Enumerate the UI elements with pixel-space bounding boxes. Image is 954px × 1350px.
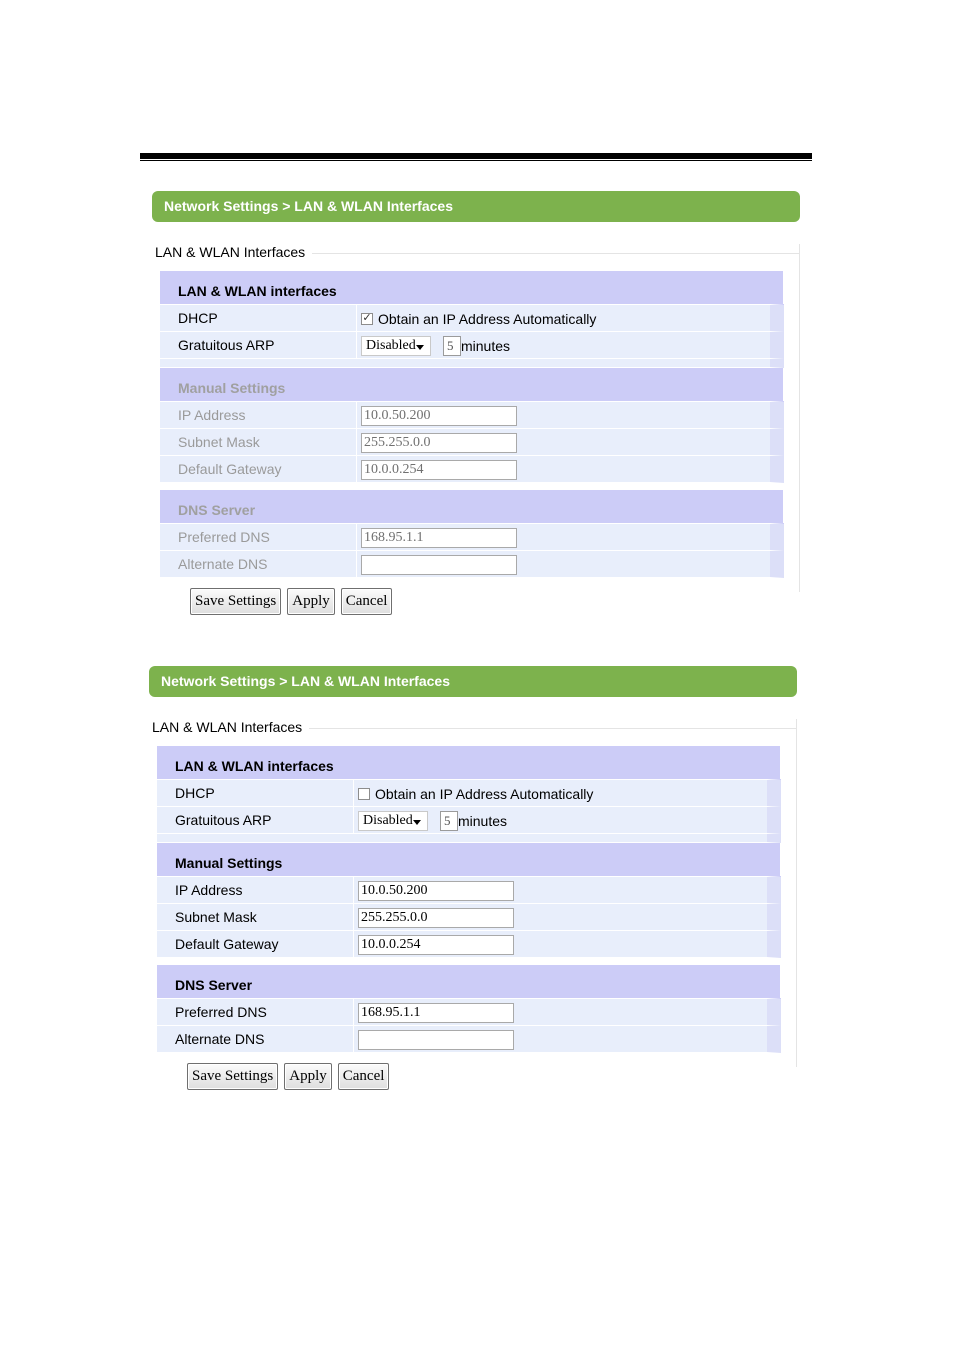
- page-header-rule-thin: [140, 160, 812, 161]
- table-row-preferred-dns: [157, 999, 781, 1026]
- section-title: Manual Settings: [175, 855, 283, 871]
- section-header-lan: [160, 271, 784, 305]
- mask-label: Subnet Mask: [175, 909, 257, 925]
- arp-minutes-input[interactable]: 5: [440, 811, 458, 831]
- column-divider: [353, 1026, 354, 1052]
- apply-button[interactable]: Apply: [284, 1063, 332, 1090]
- column-divider: [356, 551, 357, 577]
- cancel-button[interactable]: Cancel: [338, 1063, 390, 1090]
- lan-wlan-fieldset: [149, 719, 797, 1084]
- gateway-label: Default Gateway: [175, 936, 279, 952]
- table-row-preferred-dns: [160, 524, 784, 551]
- section-title: Manual Settings: [178, 380, 286, 396]
- column-divider: [356, 305, 357, 331]
- column-divider: [356, 429, 357, 455]
- save-settings-button[interactable]: Save Settings: [187, 1063, 278, 1090]
- ip-address-input[interactable]: 10.0.50.200: [361, 406, 517, 426]
- mask-label: Subnet Mask: [178, 434, 260, 450]
- column-divider: [356, 402, 357, 428]
- fieldset-legend: LAN & WLAN Interfaces: [152, 719, 306, 735]
- table-row-alternate-dns: [160, 551, 784, 578]
- cancel-button[interactable]: Cancel: [341, 588, 393, 615]
- preferred-dns-label: Preferred DNS: [178, 529, 270, 545]
- section-header-manual: [160, 368, 784, 402]
- column-divider: [353, 931, 354, 957]
- chevron-down-icon: [416, 345, 424, 350]
- table-spacer: [157, 834, 781, 843]
- gateway-label: Default Gateway: [178, 461, 282, 477]
- apply-button[interactable]: Apply: [287, 588, 335, 615]
- section-title: DNS Server: [175, 977, 253, 993]
- table-row-default-gateway: [160, 456, 784, 483]
- ip-label: IP Address: [178, 407, 246, 423]
- screenshot-dhcp-enabled: [152, 191, 800, 609]
- lan-wlan-fieldset: [152, 244, 800, 609]
- breadcrumb-banner: Network Settings > LAN & WLAN Interfaces: [152, 191, 800, 222]
- arp-minutes-unit: minutes: [461, 337, 511, 354]
- settings-table: [157, 746, 781, 1053]
- section-header-dns: [160, 490, 784, 524]
- button-bar: [190, 588, 392, 615]
- arp-select-value: Disabled: [363, 812, 413, 828]
- column-divider: [353, 877, 354, 903]
- preferred-dns-label: Preferred DNS: [175, 1004, 267, 1020]
- fieldset-border: [309, 728, 796, 729]
- fieldset-border: [312, 253, 799, 254]
- section-title: DNS Server: [178, 502, 256, 518]
- save-settings-button[interactable]: Save Settings: [190, 588, 281, 615]
- default-gateway-input[interactable]: 10.0.0.254: [358, 935, 514, 955]
- arp-minutes-input[interactable]: 5: [443, 336, 461, 356]
- subnet-mask-input[interactable]: 255.255.0.0: [358, 908, 514, 928]
- alternate-dns-label: Alternate DNS: [175, 1031, 265, 1047]
- settings-table: [160, 271, 784, 578]
- breadcrumb-banner: Network Settings > LAN & WLAN Interfaces: [149, 666, 797, 697]
- table-row-subnet-mask: [157, 904, 781, 931]
- section-title: LAN & WLAN interfaces: [175, 758, 334, 774]
- column-divider: [356, 332, 357, 358]
- dhcp-checkbox[interactable]: [361, 313, 373, 325]
- table-row-alternate-dns: [157, 1026, 781, 1053]
- alternate-dns-label: Alternate DNS: [178, 556, 268, 572]
- section-title: LAN & WLAN interfaces: [178, 283, 337, 299]
- alternate-dns-input[interactable]: [361, 555, 517, 575]
- column-divider: [353, 904, 354, 930]
- dhcp-label: DHCP: [175, 785, 215, 801]
- chevron-down-icon: [413, 820, 421, 825]
- column-divider: [353, 999, 354, 1025]
- table-row-ip-address: [160, 402, 784, 429]
- page-header-rule: [140, 153, 812, 159]
- ip-label: IP Address: [175, 882, 243, 898]
- table-row-ip-address: [157, 877, 781, 904]
- default-gateway-input[interactable]: 10.0.0.254: [361, 460, 517, 480]
- arp-label: Gratuitous ARP: [175, 812, 272, 828]
- table-spacer: [160, 359, 784, 368]
- dhcp-checkbox[interactable]: [358, 788, 370, 800]
- preferred-dns-input[interactable]: 168.95.1.1: [358, 1003, 514, 1023]
- dhcp-checkbox-label: Obtain an IP Address Automatically: [375, 785, 594, 802]
- table-spacer: [160, 483, 784, 490]
- table-row-default-gateway: [157, 931, 781, 958]
- column-divider: [356, 456, 357, 482]
- column-divider: [353, 780, 354, 806]
- preferred-dns-input[interactable]: 168.95.1.1: [361, 528, 517, 548]
- ip-address-input[interactable]: 10.0.50.200: [358, 881, 514, 901]
- dhcp-label: DHCP: [178, 310, 218, 326]
- table-row-subnet-mask: [160, 429, 784, 456]
- arp-select-value: Disabled: [366, 337, 416, 353]
- table-spacer: [157, 958, 781, 965]
- alternate-dns-input[interactable]: [358, 1030, 514, 1050]
- table-row-gratuitous-arp: [160, 332, 784, 359]
- section-header-lan: [157, 746, 781, 780]
- arp-select[interactable]: [358, 811, 428, 831]
- checkbox-icon: ✓: [362, 312, 372, 324]
- column-divider: [356, 524, 357, 550]
- subnet-mask-input[interactable]: 255.255.0.0: [361, 433, 517, 453]
- arp-minutes-unit: minutes: [458, 812, 508, 829]
- button-bar: [187, 1063, 389, 1090]
- arp-select[interactable]: [361, 336, 431, 356]
- table-row-gratuitous-arp: [157, 807, 781, 834]
- column-divider: [353, 807, 354, 833]
- table-row-dhcp: [160, 305, 784, 332]
- fieldset-legend: LAN & WLAN Interfaces: [155, 244, 309, 260]
- section-header-dns: [157, 965, 781, 999]
- screenshot-dhcp-disabled: [149, 666, 797, 1084]
- table-row-dhcp: [157, 780, 781, 807]
- dhcp-checkbox-label: Obtain an IP Address Automatically: [378, 310, 597, 327]
- arp-label: Gratuitous ARP: [178, 337, 275, 353]
- section-header-manual: [157, 843, 781, 877]
